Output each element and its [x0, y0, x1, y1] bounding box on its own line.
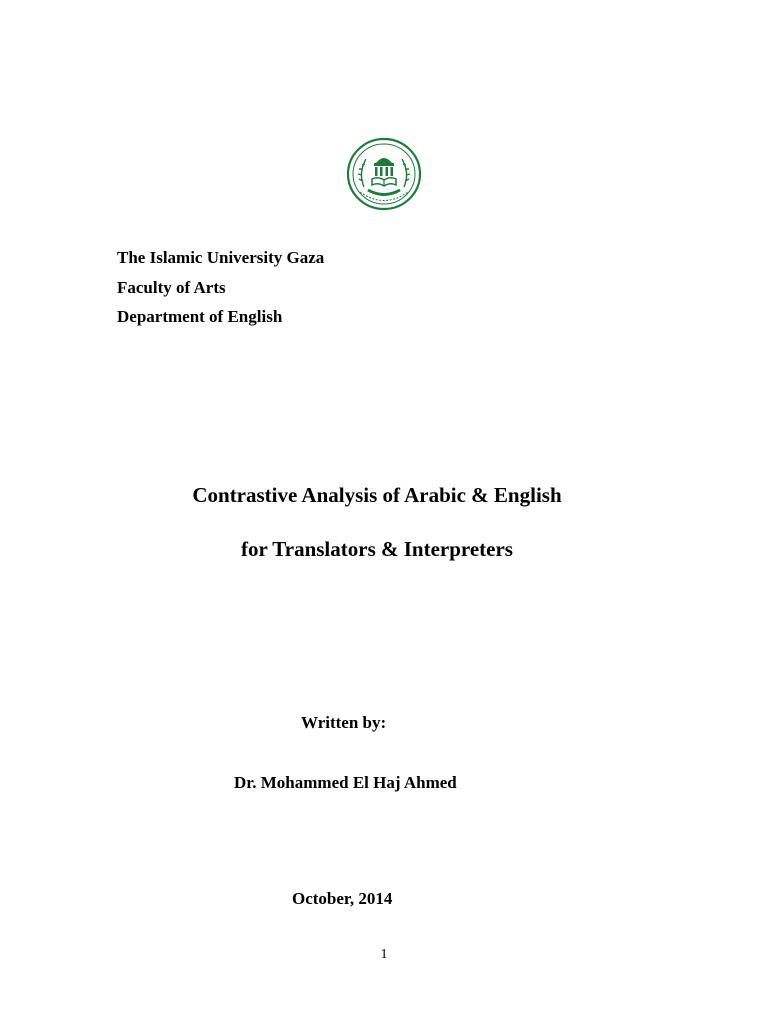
publication-date: October, 2014 — [292, 889, 393, 908]
faculty-name: Faculty of Arts — [117, 278, 226, 297]
document-title-line-1: Contrastive Analysis of Arabic & English — [192, 483, 562, 507]
page-number: 1 — [380, 947, 388, 962]
department-name: Department of English — [117, 307, 283, 326]
university-seal-icon — [346, 137, 422, 211]
university-name: The Islamic University Gaza — [117, 248, 325, 267]
written-by-label: Written by: — [301, 713, 387, 732]
document-title-line-2: for Translators & Interpreters — [241, 537, 513, 561]
author-name: Dr. Mohammed El Haj Ahmed — [234, 773, 457, 792]
